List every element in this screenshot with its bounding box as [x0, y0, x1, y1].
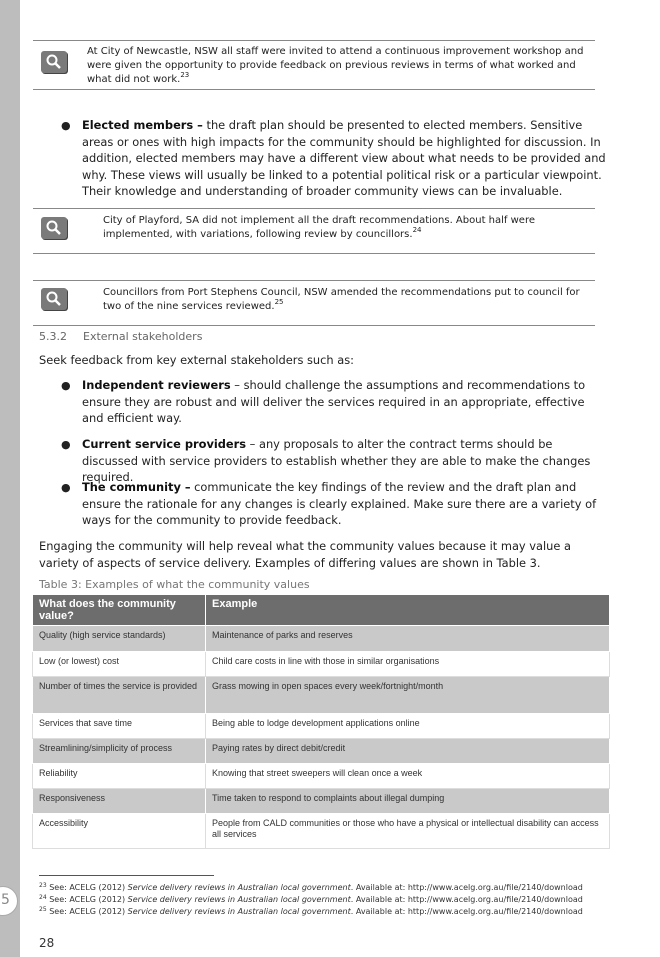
magnifier-icon [41, 51, 67, 73]
table-row [33, 739, 610, 764]
intro-paragraph: Seek feedback from key external stakeholders such as: [39, 353, 355, 367]
case-study-text: Councillors from Port Stephens Council, NSW amended the recommendations put to council for two of the nine services reviewed.$^{25}$ [103, 287, 580, 312]
table-caption: Table 3: Examples of what the community values [39, 578, 310, 591]
table-cell: Quality (high service standards) [33, 626, 206, 652]
bullet-independent-reviewers: Independent reviewers – should challenge the assumptions and recommendations to ensure they are robust and will deliver the services required in an appropriate, effective and efficient way. [82, 378, 586, 425]
side-strip [0, 0, 20, 957]
bullet-marker: ● [61, 438, 71, 451]
table-row [33, 764, 610, 789]
footnote: $^{25}$ See: ACELG (2012) Service delivery reviews in Australian local government. Available at: http://www.acelg.org.au/file/2140/download [39, 906, 583, 916]
bullet-marker: ● [61, 379, 71, 392]
table-cell: Responsiveness [33, 789, 206, 814]
side-tab-number: 5 [1, 892, 10, 908]
table-row [33, 652, 610, 677]
case-study-text: At City of Newcastle, NSW all staff were invited to attend a continuous improvement workshop and were given the opportunity to provide feedback on previous reviews in terms of what worked and what did not work.$^{23}$ [87, 46, 584, 85]
table-cell: Low (or lowest) cost [33, 652, 206, 677]
bullet-marker: ● [61, 481, 71, 494]
table-cell: Number of times the service is provided [33, 677, 206, 714]
case-study-box [33, 40, 595, 90]
magnifier-icon [41, 288, 67, 310]
bullet-community: The community – communicate the key findings of the review and the draft plan and ensure the rationale for any changes is clearly explained. Make sure there are a variety of ways for the community to provide feedback. [82, 480, 597, 527]
table-row [33, 814, 610, 849]
table-header-value: What does the community value? [33, 595, 206, 626]
table-cell: Streamlining/simplicity of process [33, 739, 206, 764]
page-number: 28 [39, 936, 55, 950]
footnote: $^{23}$ See: ACELG (2012) Service delivery reviews in Australian local government. Available at: http://www.acelg.org.au/file/2140/download [39, 882, 583, 892]
table-cell: Services that save time [33, 714, 206, 739]
table-cell: Paying rates by direct debit/credit [206, 739, 610, 764]
bullet-elected-members: Elected members – the draft plan should be presented to elected members. Sensitive areas or ones with high impacts for the community should be highlighted for discussion. In addition, elected members may have a different view about what needs to be provided and why. These views will usually be linked to a potential political risk or a particular viewpoint. Their knowledge and understanding of broader community views can be invaluable. [82, 118, 606, 198]
magnifier-icon [41, 217, 67, 239]
table-row [33, 714, 610, 739]
table-header-example: Example [206, 595, 610, 626]
table-row [33, 626, 610, 652]
table-cell: Accessibility [33, 814, 206, 849]
case-study-box [33, 208, 595, 254]
table-cell: Time taken to respond to complaints about illegal dumping [206, 789, 610, 814]
footnote-divider [39, 875, 214, 876]
table-cell: Grass mowing in open spaces every week/fortnight/month [206, 677, 610, 714]
table-cell: People from CALD communities or those who have a physical or intellectual disability can access all services [206, 814, 610, 849]
table-cell: Maintenance of parks and reserves [206, 626, 610, 652]
table-row [33, 677, 610, 714]
table-header-row [33, 595, 610, 626]
bullet-service-providers: Current service providers – any proposals to alter the contract terms should be discussed with service providers to establish whether they are able to make the changes required. [82, 437, 591, 484]
closing-paragraph: Engaging the community will help reveal what the community values because it may value a variety of aspects of service delivery. Examples of differing values are shown in Table 3. [39, 539, 571, 570]
bullet-marker: ● [61, 119, 71, 132]
footnote: $^{24}$ See: ACELG (2012) Service delivery reviews in Australian local government. Available at: http://www.acelg.org.au/file/2140/download [39, 894, 583, 904]
community-values-table [32, 594, 610, 849]
table-cell: Being able to lodge development applications online [206, 714, 610, 739]
table-cell: Reliability [33, 764, 206, 789]
section-heading: 5.3.2 External stakeholders [39, 330, 203, 343]
table-row [33, 789, 610, 814]
case-study-text: City of Playford, SA did not implement all the draft recommendations. About half were implemented, with variations, following review by councillors.$^{24}$ [103, 215, 535, 240]
table-cell: Child care costs in line with those in similar organisations [206, 652, 610, 677]
table-cell: Knowing that street sweepers will clean once a week [206, 764, 610, 789]
case-study-box [33, 280, 595, 326]
